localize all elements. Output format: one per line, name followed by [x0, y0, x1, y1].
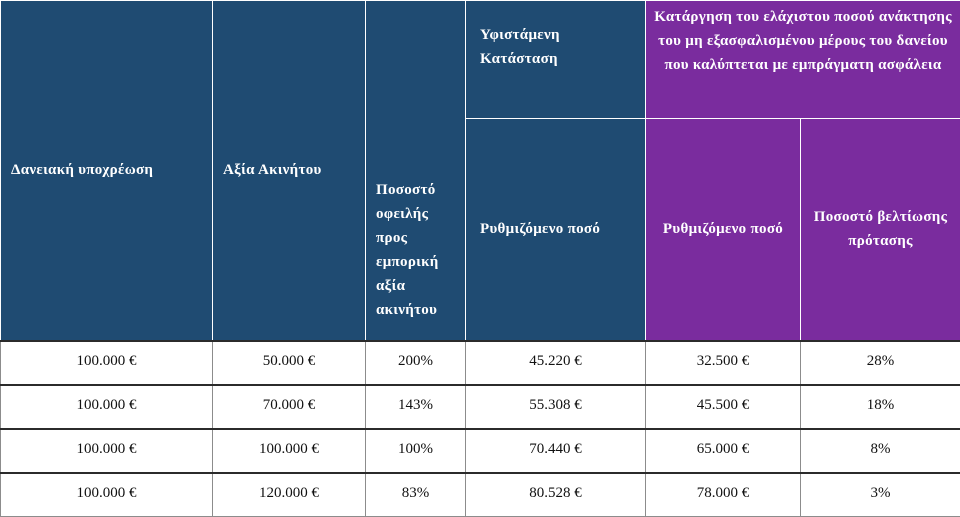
cell-debt-ratio: 200% [366, 341, 466, 385]
cell-property-value: 70.000 € [213, 385, 366, 429]
header-loan-obligation: Δανειακή υποχρέωση [1, 1, 213, 341]
cell-improvement: 8% [801, 429, 960, 473]
cell-debt-ratio: 143% [366, 385, 466, 429]
cell-loan: 100.000 € [1, 429, 213, 473]
header-property-value: Αξία Ακινήτου [213, 1, 366, 341]
header-abolition-scenario: Κατάργηση του ελάχιστου ποσού ανάκτησης του μη εξασφαλισμένου μέρους του δανείου που καλύπτεται με εμπράγματη ασφάλεια [646, 1, 960, 119]
cell-property-value: 50.000 € [213, 341, 366, 385]
cell-loan: 100.000 € [1, 473, 213, 517]
cell-loan: 100.000 € [1, 341, 213, 385]
cell-debt-ratio: 100% [366, 429, 466, 473]
header-current-state: Υφιστάμενη Κατάσταση [466, 1, 646, 119]
cell-current-adjusted: 45.220 € [466, 341, 646, 385]
cell-new-adjusted: 65.000 € [646, 429, 801, 473]
table-header [1, 1, 960, 341]
table-row [1, 385, 960, 429]
cell-new-adjusted: 78.000 € [646, 473, 801, 517]
table-row [1, 341, 960, 385]
table-row [1, 473, 960, 517]
header-debt-ratio: Ποσοστό οφειλής προς εμπορική αξία ακινήτου [366, 1, 466, 341]
cell-current-adjusted: 70.440 € [466, 429, 646, 473]
table-row [1, 429, 960, 473]
cell-improvement: 28% [801, 341, 960, 385]
cell-improvement: 3% [801, 473, 960, 517]
cell-current-adjusted: 55.308 € [466, 385, 646, 429]
cell-property-value: 100.000 € [213, 429, 366, 473]
cell-debt-ratio: 83% [366, 473, 466, 517]
cell-improvement: 18% [801, 385, 960, 429]
cell-new-adjusted: 32.500 € [646, 341, 801, 385]
header-adjusted-amount-current: Ρυθμιζόμενο ποσό [466, 119, 646, 341]
table-body [1, 341, 960, 517]
header-adjusted-amount-new: Ρυθμιζόμενο ποσό [646, 119, 801, 341]
cell-new-adjusted: 45.500 € [646, 385, 801, 429]
cell-property-value: 120.000 € [213, 473, 366, 517]
header-improvement-percent: Ποσοστό βελτίωσης πρότασης [801, 119, 960, 341]
cell-current-adjusted: 80.528 € [466, 473, 646, 517]
cell-loan: 100.000 € [1, 385, 213, 429]
